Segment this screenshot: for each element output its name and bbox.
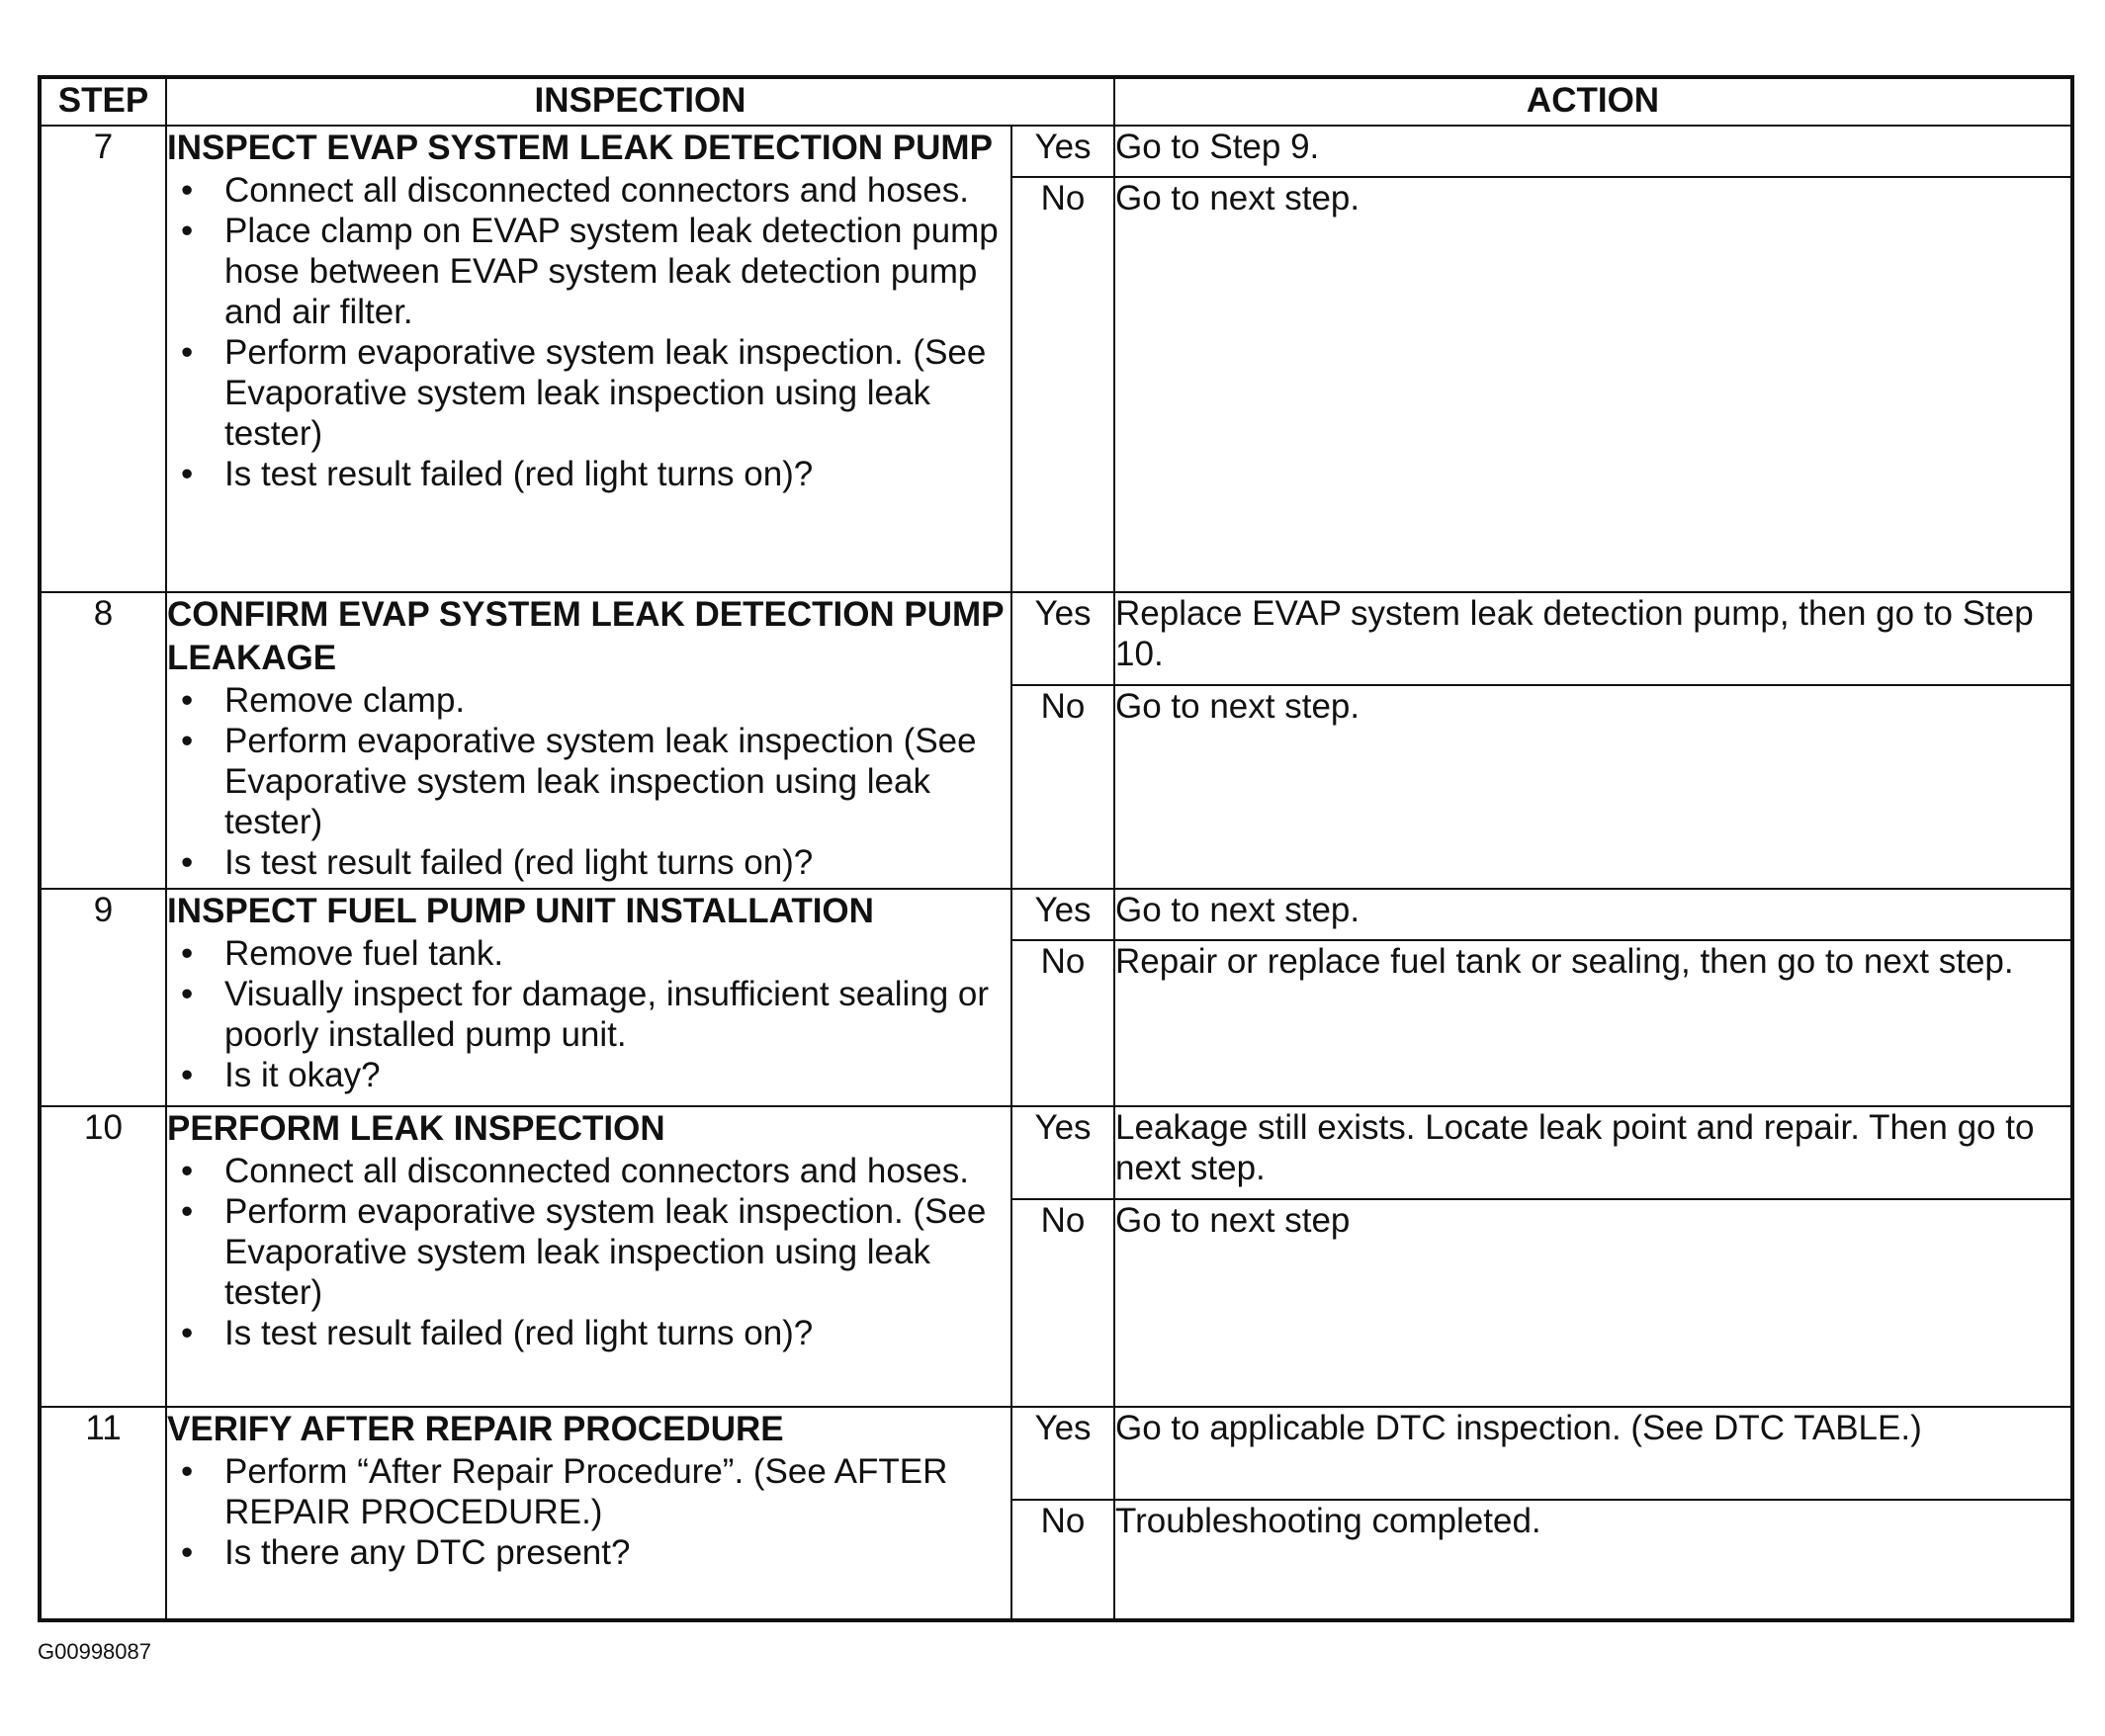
no-label: No — [1011, 1199, 1114, 1407]
step-row — [40, 1407, 2072, 1500]
inspection-item: • Remove clamp. — [167, 680, 1010, 721]
inspection-item: • Is test result failed (red light turns on)? — [167, 454, 1010, 494]
step-number: 8 — [40, 592, 166, 889]
steps-body — [40, 126, 2072, 1620]
inspection-title: PERFORM LEAK INSPECTION — [167, 1109, 665, 1148]
step-number: 9 — [40, 889, 166, 1106]
inspection-item: • Is there any DTC present? — [167, 1532, 1010, 1573]
yes-action: Go to applicable DTC inspection. (See DTC TABLE.) — [1114, 1407, 2072, 1500]
inspection-item: • Connect all disconnected connectors and hoses. — [167, 1151, 1010, 1191]
header-step: STEP — [40, 77, 166, 126]
step-number: 7 — [40, 126, 166, 592]
yes-action: Leakage still exists. Locate leak point and repair. Then go to next step. — [1114, 1106, 2072, 1199]
inspection-list — [167, 933, 1010, 1095]
inspection-title: VERIFY AFTER REPAIR PROCEDURE — [167, 1410, 784, 1448]
no-action: Troubleshooting completed. — [1114, 1500, 2072, 1620]
no-label: No — [1011, 940, 1114, 1106]
inspection-cell — [166, 889, 1011, 1106]
procedure-table — [38, 75, 2074, 1622]
step-row — [40, 126, 2072, 177]
yes-label: Yes — [1011, 126, 1114, 177]
header-action: ACTION — [1114, 77, 2072, 126]
inspection-item: • Is test result failed (red light turns on)? — [167, 1313, 1010, 1353]
step-row — [40, 1106, 2072, 1199]
no-action: Go to next step. — [1114, 177, 2072, 592]
inspection-item: • Is test result failed (red light turns on)? — [167, 842, 1010, 883]
yes-label: Yes — [1011, 1407, 1114, 1500]
step-row — [40, 592, 2072, 685]
document-code: G00998087 — [38, 1639, 151, 1664]
inspection-item: • Visually inspect for damage, insufficient sealing or poorly installed pump unit. — [167, 974, 1010, 1055]
step-row — [40, 889, 2072, 940]
header-inspection: INSPECTION — [166, 77, 1114, 126]
yes-action: Go to Step 9. — [1114, 126, 2072, 177]
inspection-title: INSPECT FUEL PUMP UNIT INSTALLATION — [167, 892, 874, 930]
step-number: 11 — [40, 1407, 166, 1620]
no-action: Go to next step — [1114, 1199, 2072, 1407]
inspection-list — [167, 170, 1010, 494]
no-label: No — [1011, 1500, 1114, 1620]
inspection-item: • Is it okay? — [167, 1055, 1010, 1095]
inspection-list — [167, 680, 1010, 883]
inspection-cell — [166, 592, 1011, 889]
inspection-cell — [166, 1106, 1011, 1407]
inspection-title: CONFIRM EVAP SYSTEM LEAK DETECTION PUMP LEAKAGE — [167, 595, 1004, 677]
header-row — [40, 77, 2072, 126]
yes-label: Yes — [1011, 1106, 1114, 1199]
inspection-list — [167, 1151, 1010, 1353]
yes-action: Replace EVAP system leak detection pump, then go to Step 10. — [1114, 592, 2072, 685]
inspection-item: • Perform evaporative system leak inspection. (See Evaporative system leak inspection using leak tester) — [167, 332, 1010, 454]
inspection-item: • Remove fuel tank. — [167, 933, 1010, 974]
inspection-item: • Perform evaporative system leak inspection. (See Evaporative system leak inspection using leak tester) — [167, 1191, 1010, 1313]
yes-label: Yes — [1011, 889, 1114, 940]
no-action: Repair or replace fuel tank or sealing, then go to next step. — [1114, 940, 2072, 1106]
step-number: 10 — [40, 1106, 166, 1407]
inspection-title: INSPECT EVAP SYSTEM LEAK DETECTION PUMP — [167, 129, 993, 167]
inspection-item: • Connect all disconnected connectors and hoses. — [167, 170, 1010, 211]
yes-action: Go to next step. — [1114, 889, 2072, 940]
inspection-item: • Perform evaporative system leak inspection (See Evaporative system leak inspection using leak tester) — [167, 721, 1010, 842]
no-label: No — [1011, 685, 1114, 889]
inspection-cell — [166, 126, 1011, 592]
no-label: No — [1011, 177, 1114, 592]
inspection-list — [167, 1451, 1010, 1573]
inspection-item: • Perform “After Repair Procedure”. (See AFTER REPAIR PROCEDURE.) — [167, 1451, 1010, 1532]
inspection-item: • Place clamp on EVAP system leak detection pump hose between EVAP system leak detection pump and air filter. — [167, 211, 1010, 332]
yes-label: Yes — [1011, 592, 1114, 685]
inspection-cell — [166, 1407, 1011, 1620]
no-action: Go to next step. — [1114, 685, 2072, 889]
